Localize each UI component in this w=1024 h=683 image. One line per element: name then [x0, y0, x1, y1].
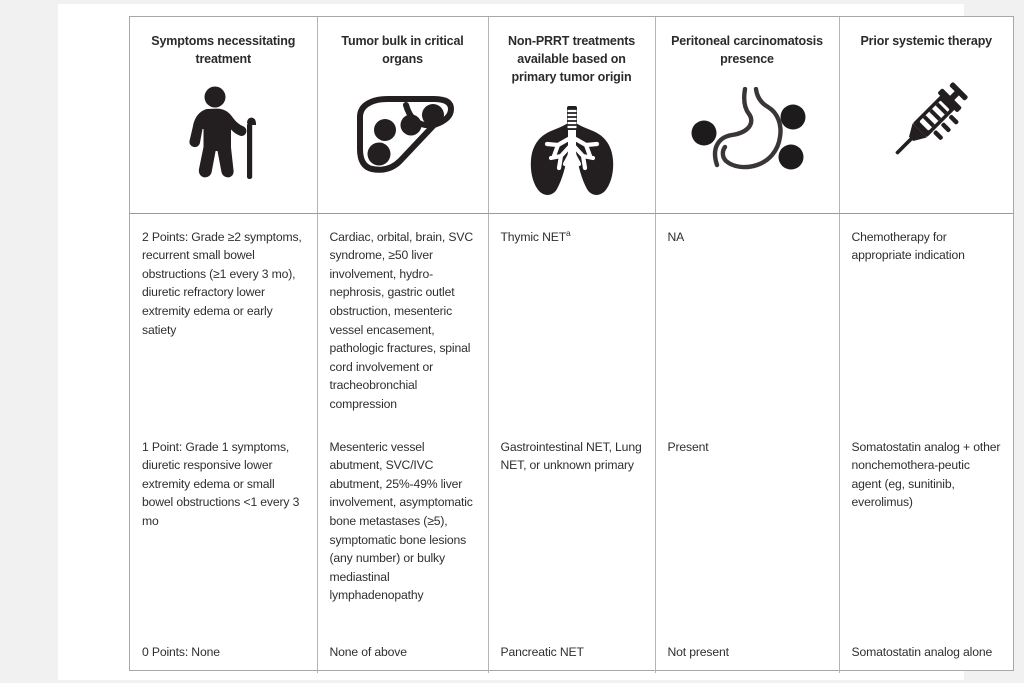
elderly-person-with-cane-icon	[142, 83, 305, 187]
cell-text: None of above	[329, 644, 407, 659]
column-title-peritoneal: Peritoneal carcinomatosis presence	[671, 34, 823, 66]
cell-text: Gastrointestinal NET, Lung NET, or unknown primary	[500, 439, 642, 473]
column-title-symptoms: Symptoms necessitating treatment	[151, 34, 296, 66]
cell-text: 1 Point: Grade 1 symptoms, diuretic responsive lower extremity edema or small bowel obstructions <1 every 3 mo	[142, 439, 300, 529]
cell-text: Present	[667, 439, 709, 454]
cell-one-point-symptoms	[130, 424, 317, 629]
cell-text: Pancreatic NET	[500, 644, 584, 659]
cell-one-point-tumor-bulk	[317, 424, 488, 629]
column-header-symptoms	[130, 17, 317, 213]
cell-text: NA	[667, 229, 685, 244]
cell-text: Somatostatin analog + other nonchemothera-peutic agent (eg, sunitinib, everolimus)	[851, 439, 1001, 510]
cell-text: 2 Points: Grade ≥2 symptoms, recurrent small bowel obstructions (≥1 every 3 mo), diuretic refractory lower extremity edema or early satiety	[142, 229, 302, 337]
cell-one-point-prior-therapy	[839, 424, 1013, 629]
cell-zero-points-symptoms	[130, 629, 317, 673]
cell-text: Somatostatin analog alone	[851, 644, 993, 659]
column-header-peritoneal	[655, 17, 839, 213]
column-header-prior-therapy	[839, 17, 1013, 213]
cell-two-points-non-prrt	[488, 213, 655, 424]
header-row	[130, 17, 1013, 213]
cell-text: Cardiac, orbital, brain, SVC syndrome, ≥50 liver involvement, hydro-nephrosis, gastric outlet obstruction, mesenteric vessel encasement, pathologic fractures, spinal cord involvement or tracheobronchial compression	[329, 229, 473, 411]
cell-zero-points-tumor-bulk	[317, 629, 488, 673]
cell-text: Not present	[667, 644, 729, 659]
cell-text: Thymic NET	[500, 229, 567, 244]
cell-zero-points-prior-therapy	[839, 629, 1013, 673]
prrt-scoring-table	[130, 17, 1013, 673]
cell-zero-points-non-prrt	[488, 629, 655, 673]
liver-with-tumors-icon	[330, 83, 476, 187]
column-header-non-prrt	[488, 17, 655, 213]
figure-card	[58, 4, 1001, 680]
cell-zero-points-peritoneal	[655, 629, 839, 673]
stomach-with-nodules-icon	[668, 83, 827, 187]
cell-two-points-peritoneal	[655, 213, 839, 424]
table-row	[130, 424, 1013, 629]
table-body	[130, 213, 1013, 673]
column-title-tumor-bulk: Tumor bulk in critical organs	[341, 34, 464, 66]
column-header-tumor-bulk	[317, 17, 488, 213]
lungs-icon	[501, 100, 643, 204]
syringe-icon	[852, 65, 1002, 169]
footnote-marker: a	[566, 227, 571, 238]
cell-text: Chemotherapy for appropriate indication	[851, 229, 965, 263]
column-title-prior-therapy: Prior systemic therapy	[860, 34, 992, 48]
column-title-non-prrt: Non-PRRT treatments available based on primary tumor origin	[507, 34, 636, 84]
table-header	[130, 17, 1013, 213]
cell-text: 0 Points: None	[142, 644, 220, 659]
cell-two-points-symptoms	[130, 213, 317, 424]
cell-one-point-peritoneal	[655, 424, 839, 629]
cell-two-points-prior-therapy	[839, 213, 1013, 424]
table-row	[130, 629, 1013, 673]
scoring-table-container	[129, 16, 1014, 671]
cell-text: Mesenteric vessel abutment, SVC/IVC abutment, 25%-49% liver involvement, asymptomatic bone metastases (≥5), symptomatic bone lesions (any number) or bulky mediastinal lymphadenopathy	[329, 439, 473, 603]
cell-one-point-non-prrt	[488, 424, 655, 629]
table-row	[130, 213, 1013, 424]
cell-two-points-tumor-bulk	[317, 213, 488, 424]
